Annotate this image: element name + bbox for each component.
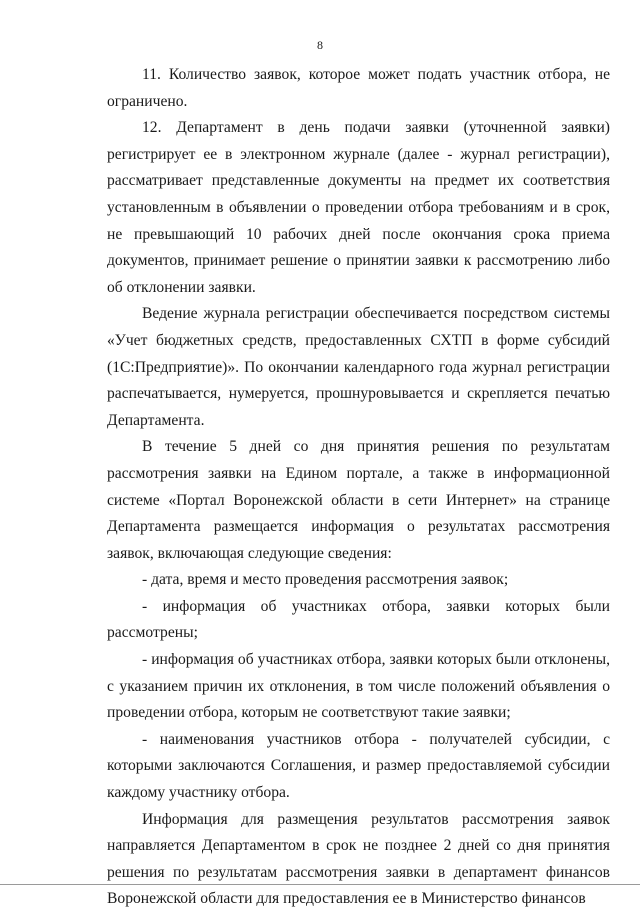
list-item-date: - дата, время и место проведения рассмотрения заявок;: [142, 571, 509, 589]
document-body: [107, 62, 610, 913]
list-item-rejected: - информация об участниках отбора, заявки которых были отклонены, с указанием причин их отклонения, в том числе положений объявления о проведении отбора, которым не соответствуют такие заявки;: [107, 651, 610, 722]
page-number: 8: [317, 38, 323, 52]
list-item-recipients: - наименования участников отбора - получателей субсидии, с которыми заключаются Соглашения, и размер предоставляемой субсидии каждому участнику отбора.: [107, 730, 610, 802]
bottom-divider: [0, 884, 640, 885]
paragraph-information: Информация для размещения результатов рассмотрения заявок направляется Департаментом в срок не позднее 2 дней со дня принятия решения по результатам рассмотрения заявки в департамент финансов Воронежской области для предоставления ее в Министерство финансов: [107, 810, 610, 908]
paragraph-journal: Ведение журнала регистрации обеспечивается посредством системы «Учет бюджетных средств, предоставленных СХТП в форме субсидий (1С:Предприятие)». По окончании календарного года журнал регистрации распечатывается, нумеруется, прошнуровывается и скрепляется печатью Департамента.: [107, 305, 610, 429]
list-item-reviewed: - информация об участниках отбора, заявки которых были рассмотрены;: [107, 597, 610, 642]
paragraph-item-11: 11. Количество заявок, которое может подать участник отбора, не ограничено.: [107, 66, 610, 110]
paragraph-item-12: 12. Департамент в день подачи заявки (уточненной заявки) регистрирует ее в электронном журнале (далее - журнал регистрации), рассматривает представленные документы на предмет их соответствия установленным в объявлении о проведении отбора требованиям и в срок, не превышающий 10 рабочих дней после окончания срока приема документов, принимает решение о принятии заявки к рассмотрению либо об отклонении заявки.: [107, 119, 610, 296]
paragraph-publication: В течение 5 дней со дня принятия решения по результатам рассмотрения заявки на Едином портале, а также в информационной системе «Портал Воронежской области в сети Интернет» на странице Департамента размещается информация о результатах рассмотрения заявок, включающая следующие сведения:: [107, 438, 610, 562]
